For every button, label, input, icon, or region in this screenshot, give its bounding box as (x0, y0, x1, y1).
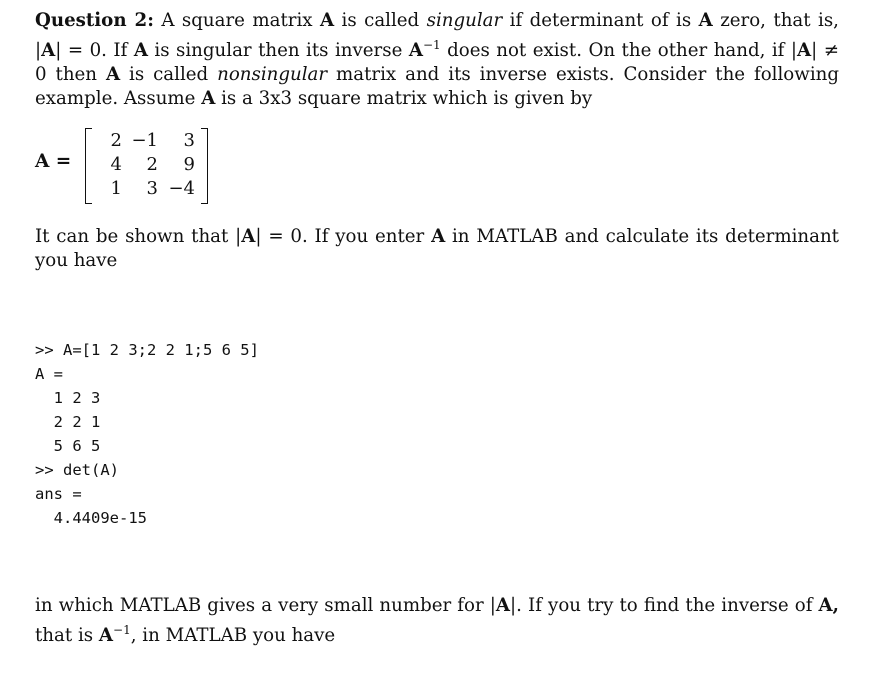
right-bracket (201, 128, 208, 204)
matlab-line: >> A=[1 2 3;2 2 1;5 6 5] (35, 341, 259, 359)
singular-term: singular (426, 10, 503, 31)
matlab-line: >> det(A) (35, 461, 119, 479)
matlab-line: ans = (35, 485, 82, 503)
matrix-cell: −1 (131, 130, 158, 151)
determinant-paragraph: It can be shown that |A| = 0. If you enter A in MATLAB and calculate its determinant you have (35, 226, 839, 271)
left-bracket (85, 128, 92, 204)
nonsingular-term: nonsingular (217, 64, 328, 86)
matrix-equation (35, 128, 235, 204)
matrix-cell: 3 (183, 130, 195, 151)
question-paragraph: Question 2: A square matrix A is called singular if determinant of is A zero, that is, |A| = 0. If A is singular then its inverse $A^{-1}$ does not exist. On the other hand, if |A| ≠ 0 then A is called nonsingular matrix and its inverse exists. Consider the following example. Assume A is a 3x3 square matrix which is given by (35, 10, 839, 110)
matrix-cell: −4 (168, 178, 195, 199)
matrix-cell: 2 (110, 130, 122, 151)
matlab-line: 2 2 1 (35, 413, 101, 431)
inverse-paragraph: in which MATLAB gives a very small number for |A|. If you try to find the inverse of A, that is $A^{-1}$, in MATLAB you have (35, 595, 839, 647)
matrix-cell: 3 (146, 178, 158, 199)
matlab-line: 5 6 5 (35, 437, 101, 455)
matrix-cell: 9 (183, 154, 195, 175)
matlab-line: A = (35, 365, 63, 383)
matrix-cell: 1 (110, 178, 122, 199)
question-label: Question 2: (35, 10, 154, 31)
matlab-line: 1 2 3 (35, 389, 101, 407)
matrix-cell: 4 (110, 154, 122, 175)
matrix-cell: 2 (146, 154, 158, 175)
matlab-line: 4.4409e-15 (35, 509, 147, 527)
matrix-lhs: A = (35, 151, 72, 172)
